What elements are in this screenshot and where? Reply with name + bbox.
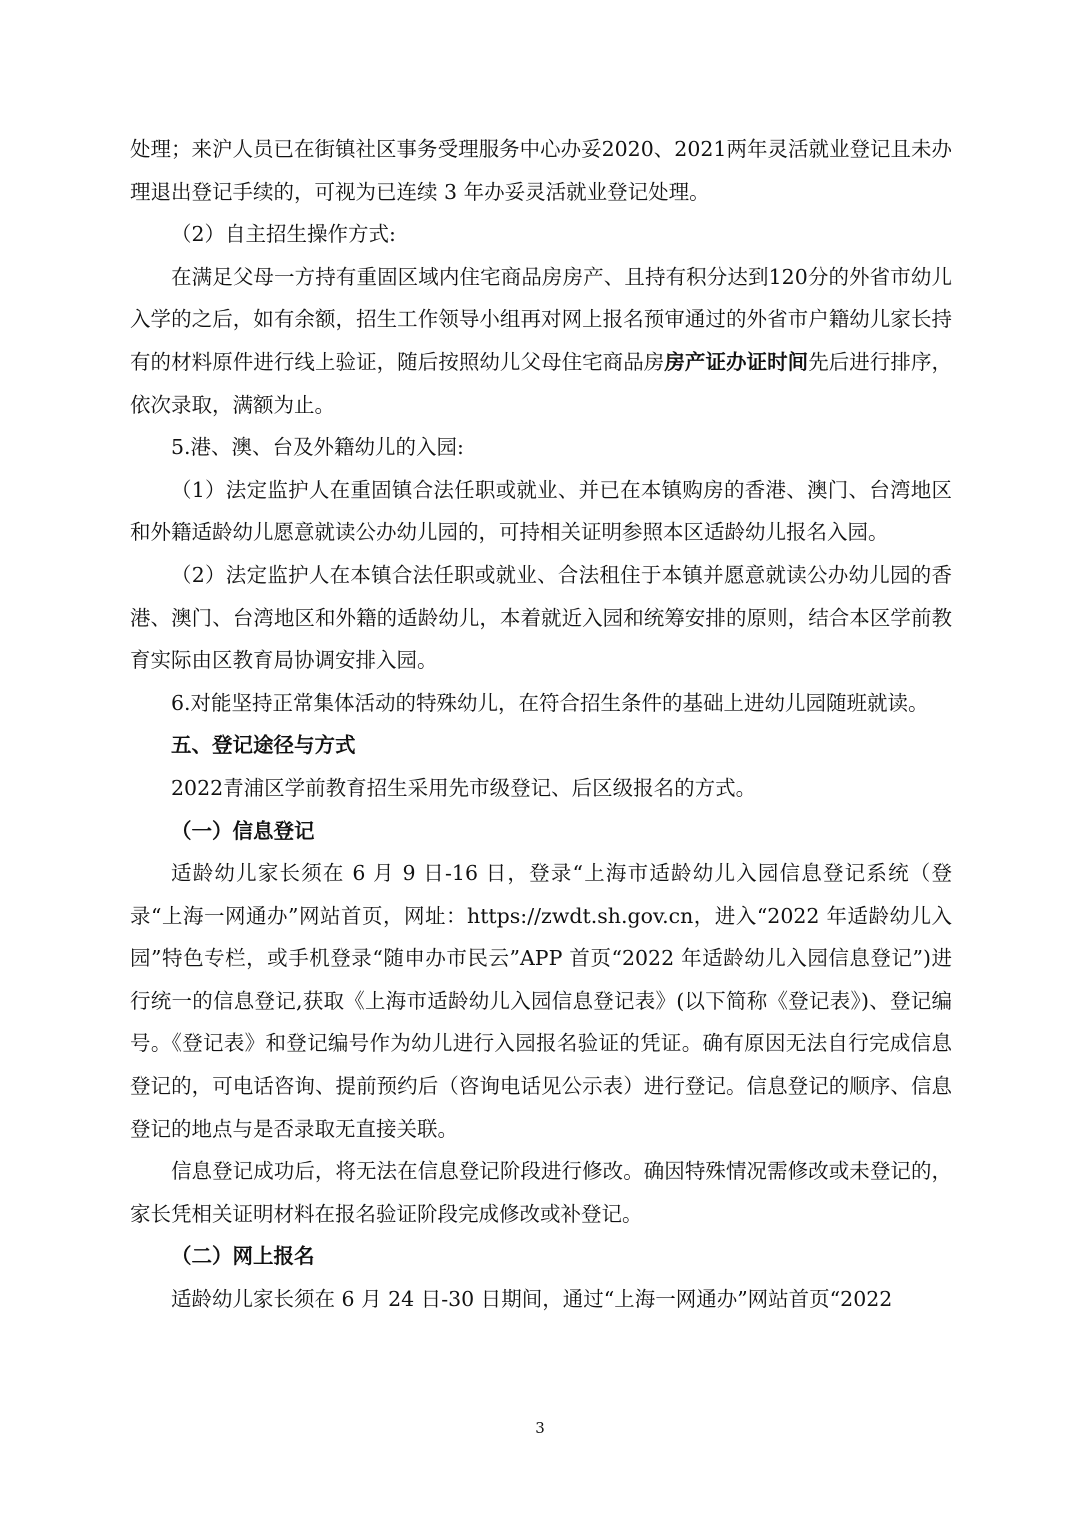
emphasis-certificate-time: 房产证办证时间	[664, 349, 809, 374]
paragraph-online-signup-details: 适龄幼儿家长须在 6 月 24 日-30 日期间，通过“上海一网通办”网站首页“2022	[171, 1287, 893, 1312]
subsection-heading-info-registration: （一）信息登记	[171, 818, 315, 843]
paragraph-text-segment: 在满足父母一方持有重固区域内住宅商品房房产、且持有积分达到120分的外省市幼儿入学的之后，如有余额，招生工作领导小组再对网上报名预审通过的外省市户籍幼儿家长持有的材料原件进行线上验证，随后按照幼儿父母住宅商品房	[130, 264, 952, 374]
paragraph-special-children: 6.对能坚持正常集体活动的特殊幼儿，在符合招生条件的基础上进幼儿园随班就读。	[171, 690, 929, 715]
document-body	[130, 128, 952, 1321]
page-number: 3	[535, 1419, 545, 1437]
paragraph-self-enrollment-title: （2）自主招生操作方式:	[171, 222, 396, 247]
paragraph-flexible-employment: 处理；来沪人员已在街镇社区事务受理服务中心办妥2020、2021两年灵活就业登记且未办理退出登记手续的，可视为已连续 3 年办妥灵活就业登记处理。	[130, 137, 952, 204]
paragraph-self-enrollment-rules	[130, 256, 952, 426]
paragraph-info-registration-details: 适龄幼儿家长须在 6 月 9 日-16 日，登录“上海市适龄幼儿入园信息登记系统（登录“上海一网通办”网站首页，网址：https://zwdt.sh.gov.cn，进入“2022 年适龄幼儿入园”特色专栏，或手机登录“随申办市民云”APP 首页“2022 年适龄幼儿入园信息登记”)进行统一的信息登记,获取《上海市适龄幼儿入园信息登记表》(以下简称《登记表》)、登记编号。《登记表》和登记编号作为幼儿进行入园报名验证的凭证。确有原因无法自行完成信息登记的，可电话咨询、提前预约后（咨询电话见公示表）进行登记。信息登记的顺序、信息登记的地点与是否录取无直接关联。	[130, 861, 952, 1141]
section-heading-registration: 五、登记途径与方式	[171, 733, 356, 758]
paragraph-text-segment: 先后进行排序，依次录取，满额为止。	[130, 349, 953, 417]
subsection-heading-online-signup: （二）网上报名	[171, 1244, 315, 1269]
paragraph-hk-macau-taiwan-rule-2: （2）法定监护人在本镇合法任职或就业、合法租住于本镇并愿意就读公办幼儿园的香港、澳门、台湾地区和外籍的适龄幼儿，本着就近入园和统筹安排的原则，结合本区学前教育实际由区教育局协调安排入园。	[130, 562, 952, 673]
paragraph-hk-macau-taiwan-title: 5.港、澳、台及外籍幼儿的入园:	[171, 435, 464, 460]
paragraph-info-registration-changes: 信息登记成功后，将无法在信息登记阶段进行修改。确因特殊情况需修改或未登记的，家长凭相关证明材料在报名验证阶段完成修改或补登记。	[130, 1159, 952, 1226]
paragraph-registration-method: 2022青浦区学前教育招生采用先市级登记、后区级报名的方式。	[171, 775, 757, 800]
paragraph-hk-macau-taiwan-rule-1: （1）法定监护人在重固镇合法任职或就业、并已在本镇购房的香港、澳门、台湾地区和外籍适龄幼儿愿意就读公办幼儿园的，可持相关证明参照本区适龄幼儿报名入园。	[130, 477, 952, 545]
